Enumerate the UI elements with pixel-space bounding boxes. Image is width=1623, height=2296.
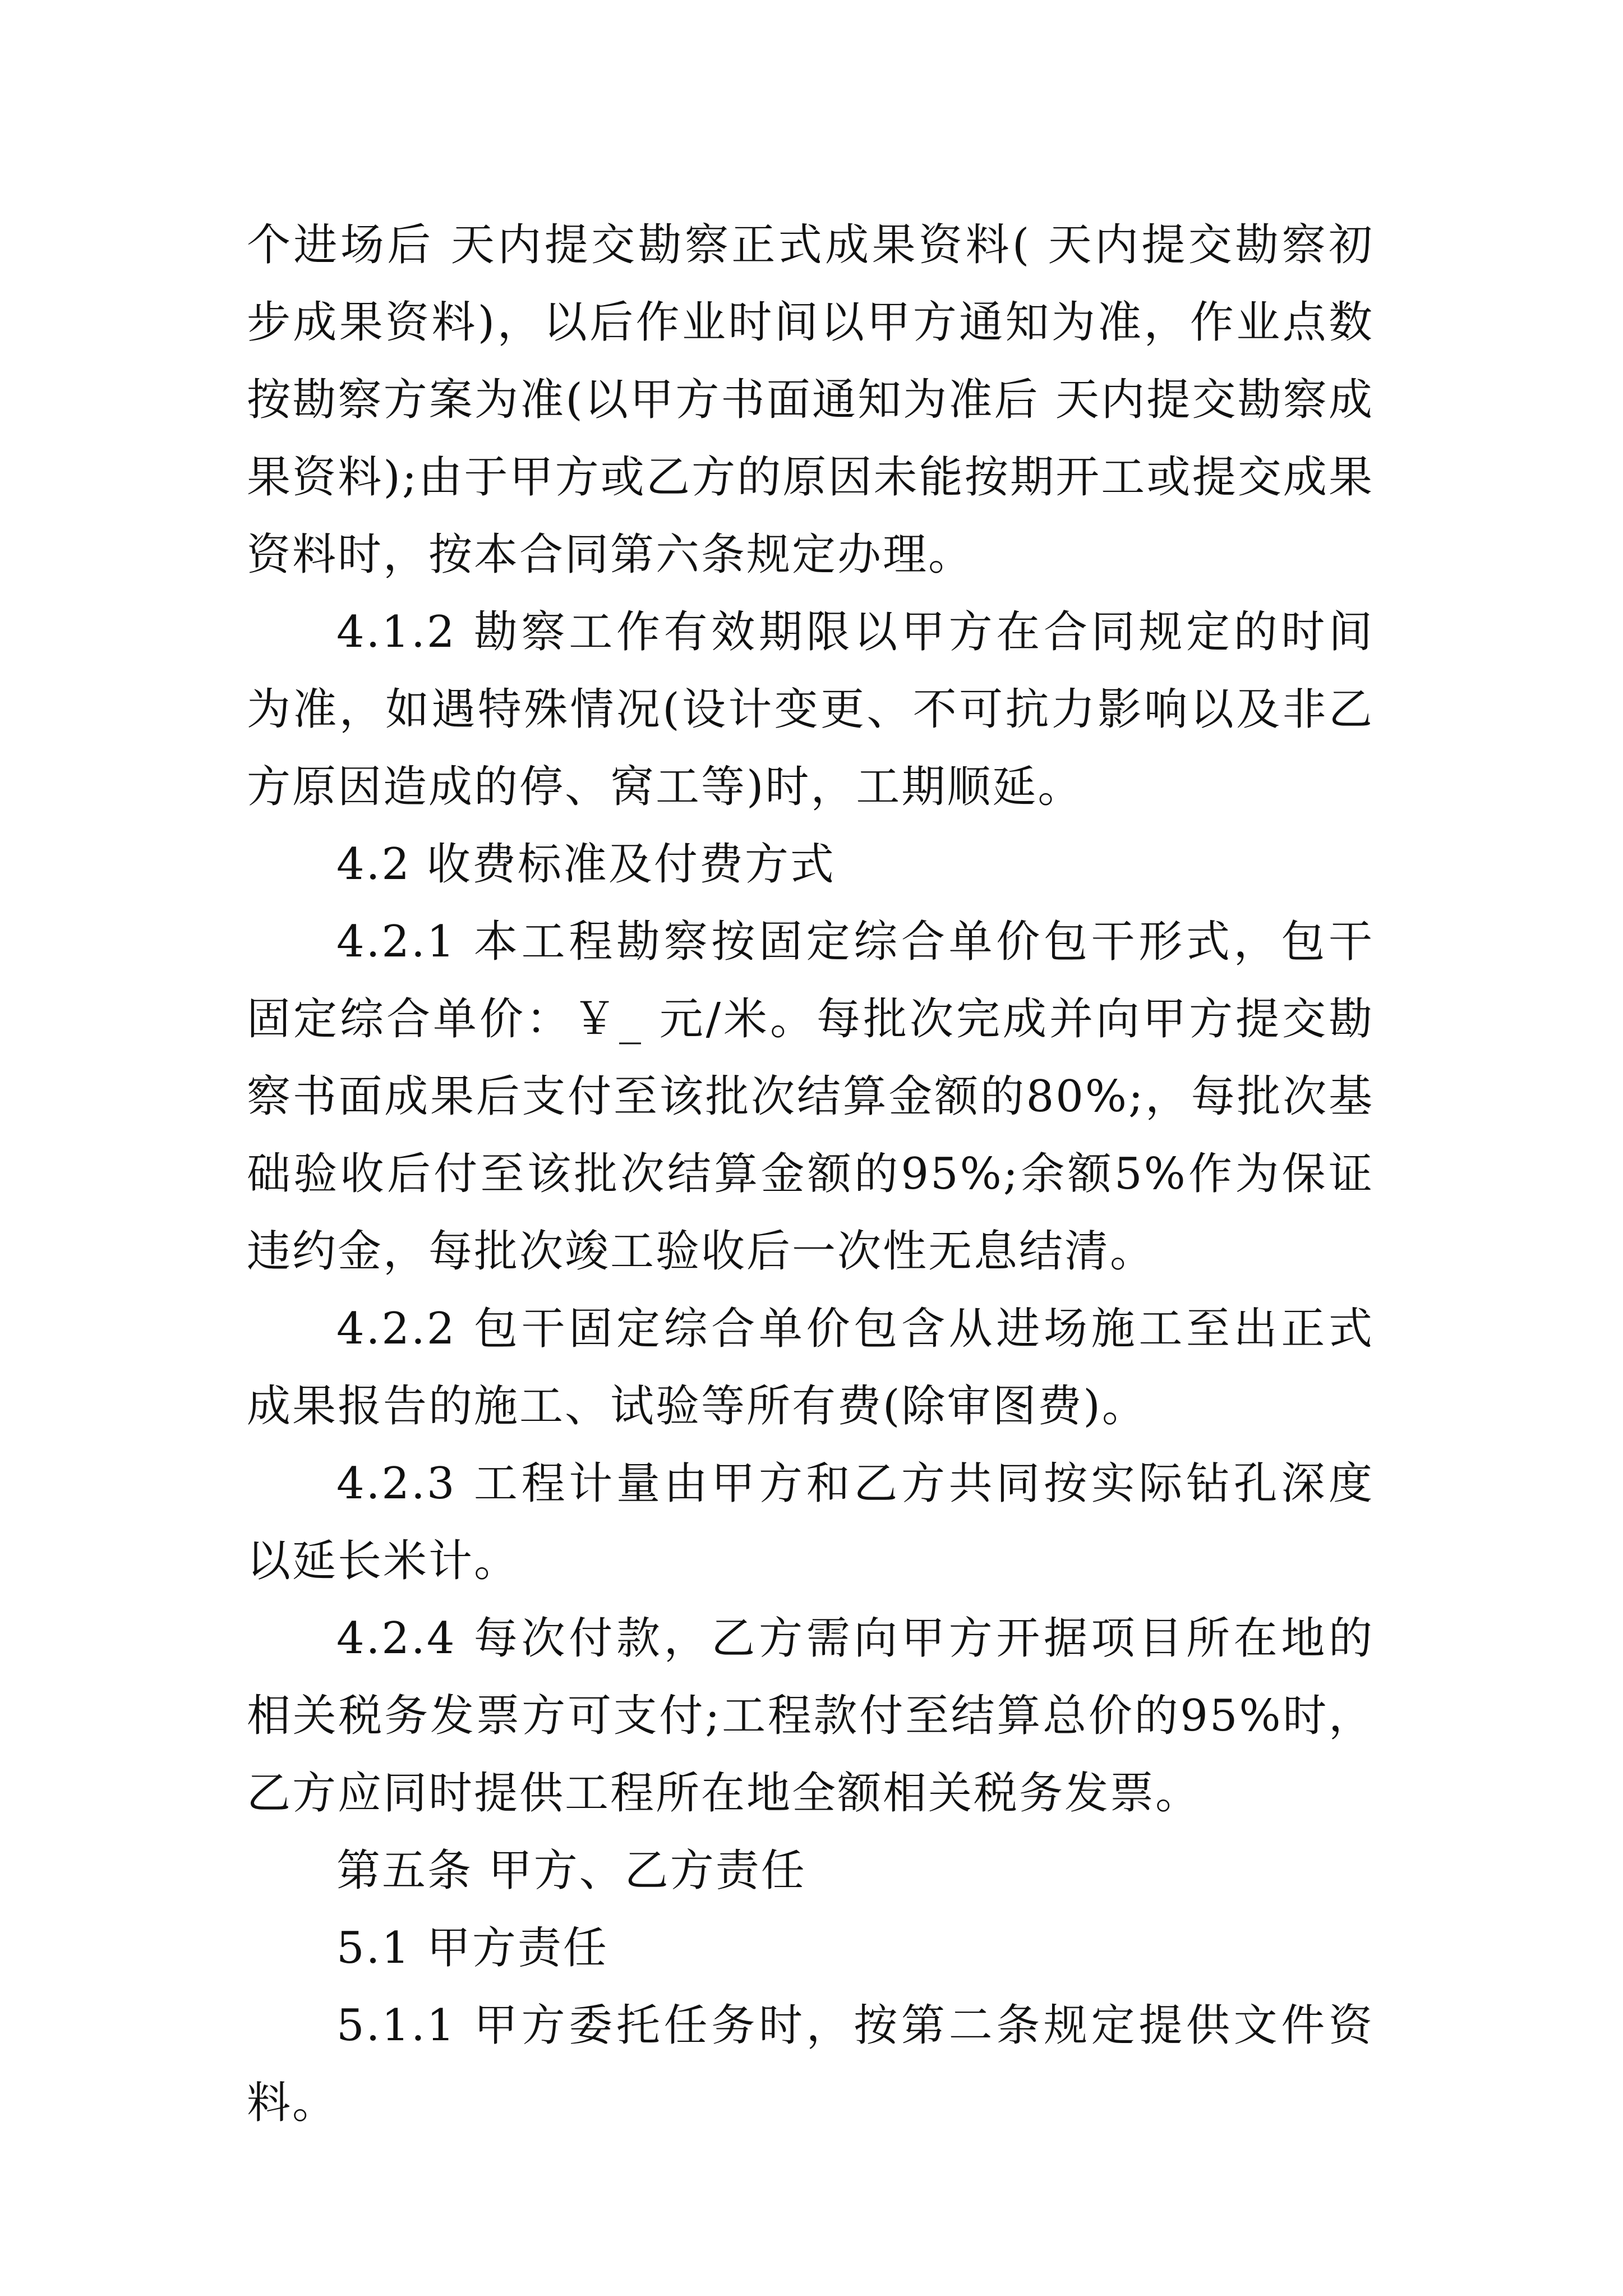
document-body [247, 206, 1374, 2142]
paragraph-schedule-continuation: 个进场后 天内提交勘察正式成果资料( 天内提交勘察初步成果资料)，以后作业时间以甲方通知为准，作业点数按勘察方案为准(以甲方书面通知为准后 天内提交勘察成果资料);由于甲方或乙方的原因未能按期开工或提交成果资料时，按本合同第六条规定办理。 [247, 220, 1374, 580]
paragraph-4-2-3: 4.2.3 工程计量由甲方和乙方共同按实际钻孔深度以延长米计。 [247, 1458, 1374, 1586]
paragraph-4-2-1: 4.2.1 本工程勘察按固定综合单价包干形式，包干固定综合单价：￥_ 元/米。每批次完成并向甲方提交勘察书面成果后支付至该批次结算金额的80%;，每批次基础验收后付至该批次结算金额的95%;余额5%作为保证违约金，每批次竣工验收后一次性无息结清。 [247, 917, 1374, 1277]
paragraph-5-1-1: 5.1.1 甲方委托任务时，按第二条规定提供文件资料。 [247, 2000, 1374, 2128]
paragraph-4-1-2: 4.1.2 勘察工作有效期限以甲方在合同规定的时间为准，如遇特殊情况(设计变更、不可抗力影响以及非乙方原因造成的停、窝工等)时，工期顺延。 [247, 607, 1374, 812]
paragraph-4-2-4: 4.2.4 每次付款，乙方需向甲方开据项目所在地的相关税务发票方可支付;工程款付至结算总价的95%时，乙方应同时提供工程所在地全额相关税务发票。 [247, 1613, 1374, 1819]
article-heading-5: 第五条 甲方、乙方责任 [336, 1846, 806, 1896]
section-heading-5-1: 5.1 甲方责任 [336, 1923, 608, 1973]
section-heading-4-2: 4.2 收费标准及付费方式 [336, 839, 836, 890]
paragraph-4-2-2: 4.2.2 包干固定综合单价包含从进场施工至出正式成果报告的施工、试验等所有费(除审图费)。 [247, 1304, 1374, 1432]
